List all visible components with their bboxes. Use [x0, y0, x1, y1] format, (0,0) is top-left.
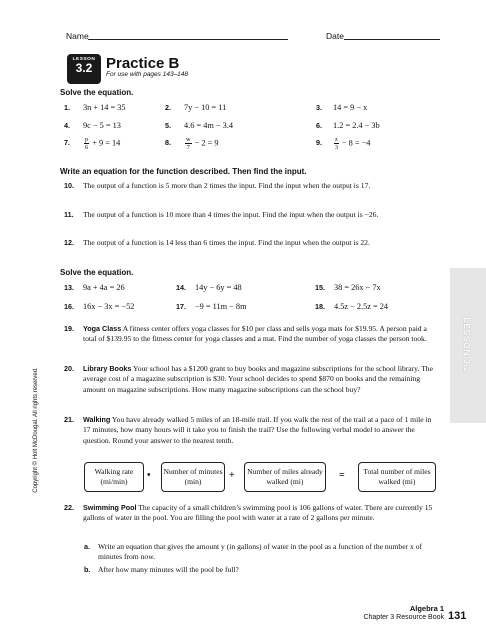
problem-9: 9. $\frac{z}{3}$ − 8 = −4: [316, 136, 371, 151]
problem-21: 21. Walking You have already walked 5 miles of an 18-mile trail. If you walk the rest of the trail at a pace of 1 mile in 17 minutes, how many hours will it take you to finish the trail? Use the following verbal model to answer the question. Round your answer to the nearest tenth.: [64, 415, 432, 445]
lesson-badge-number: 3.2: [75, 61, 93, 75]
date-label: Date: [326, 31, 344, 41]
problem-22b: b. After how many minutes will the pool be full?: [84, 565, 239, 574]
plus-sign: +: [229, 470, 235, 481]
verbal-model-miles-walked: Number of miles already walked (mi): [244, 462, 326, 492]
equals-sign: =: [339, 470, 345, 481]
problem-12: 12. The output of a function is 14 less than 6 times the input. Find the input when the output is 22.: [64, 238, 370, 247]
problem-2: 2. 7y − 10 = 11: [165, 103, 227, 112]
lesson-badge-label: LESSON: [72, 57, 96, 62]
problem-17: 17. −9 = 11m − 8m: [176, 302, 247, 311]
footer-resource: Chapter 3 Resource Book: [363, 614, 444, 621]
problem-5: 5. 4.6 = 4m − 3.4: [165, 121, 233, 130]
problem-4: 4. 9c − 5 = 13: [64, 121, 121, 130]
problem-18: 18. 4.5z − 2.5z = 24: [315, 302, 389, 311]
problem-19: 19. Yoga Class A fitness center offers yoga classes for $10 per class and sells yoga mats for $19.95. A person paid a total of $139.95 to the fitness center for yoga classes and a mat. Find the number of yoga classes the person took.: [64, 324, 427, 344]
problem-7: 7. $\frac{p}{6}$ + 9 = 14: [64, 136, 121, 151]
page-subtitle: For use with pages 143–148: [106, 71, 189, 78]
problem-16: 16. 16x − 3x = −52: [64, 302, 135, 311]
problem-14: 14. 14y − 6y = 48: [176, 283, 242, 292]
problem-20: 20. Library Books Your school has a $1200 grant to buy books and magazine subscriptions for the school library. The average cost of a magazine subscription is $30. Your school decides to spend $870 on books and the remaining amount on magazine subscriptions. How many magazine subscriptions can the school buy?: [64, 364, 433, 394]
problem-13: 13. 9a + 4a = 26: [64, 283, 125, 292]
multiply-sign: •: [147, 470, 151, 481]
lesson-side-tab-label: LESSON 3.2: [462, 317, 472, 373]
problem-22: 22. Swimming Pool The capacity of a small children’s swimming pool is 106 gallons of water. There are currently 15 gallons of water in the pool. You are filling the pool with water at a rate of 2 gallons per minute.: [64, 503, 433, 523]
problem-3: 3. 14 = 9 − x: [316, 103, 368, 112]
problem-10: 10. The output of a function is 5 more than 2 times the input. Find the input when the output is 17.: [64, 181, 371, 190]
verbal-model-walking-rate: Walking rate (mi/min): [84, 462, 144, 492]
section-heading-3: Solve the equation.: [60, 268, 134, 277]
section-heading-2: Write an equation for the function described. Then find the input.: [60, 167, 307, 176]
problem-6: 6. 1.2 = 2.4 − 3b: [316, 121, 380, 130]
problem-1: 1. 3n + 14 = 35: [64, 103, 126, 112]
problem-22a: a. Write an equation that gives the amount y (in gallons) of water in the pool as a function of the number x of minutes from now.: [84, 542, 423, 562]
verbal-model-total-miles: Total number of miles walked (mi): [358, 462, 436, 492]
copyright-notice: Copyright © Holt McDougal. All rights reserved.: [33, 367, 39, 493]
name-label: Name: [66, 31, 89, 41]
page-number: 131: [448, 610, 467, 622]
date-line[interactable]: [344, 31, 440, 40]
name-line[interactable]: [88, 31, 288, 40]
problem-11: 11. The output of a function is 10 more than 4 times the input. Find the input when the output is −26.: [64, 210, 379, 219]
footer-book-title: Algebra 1: [409, 604, 444, 613]
page-title: Practice B: [106, 55, 180, 72]
verbal-model-minutes: Number of minutes (min): [161, 462, 225, 492]
problem-8: 8. $\frac{w}{7}$ − 2 = 9: [165, 136, 219, 151]
problem-15: 15. 38 = 26x − 7x: [315, 283, 381, 292]
section-heading-1: Solve the equation.: [60, 88, 134, 97]
lesson-badge: [67, 54, 101, 84]
